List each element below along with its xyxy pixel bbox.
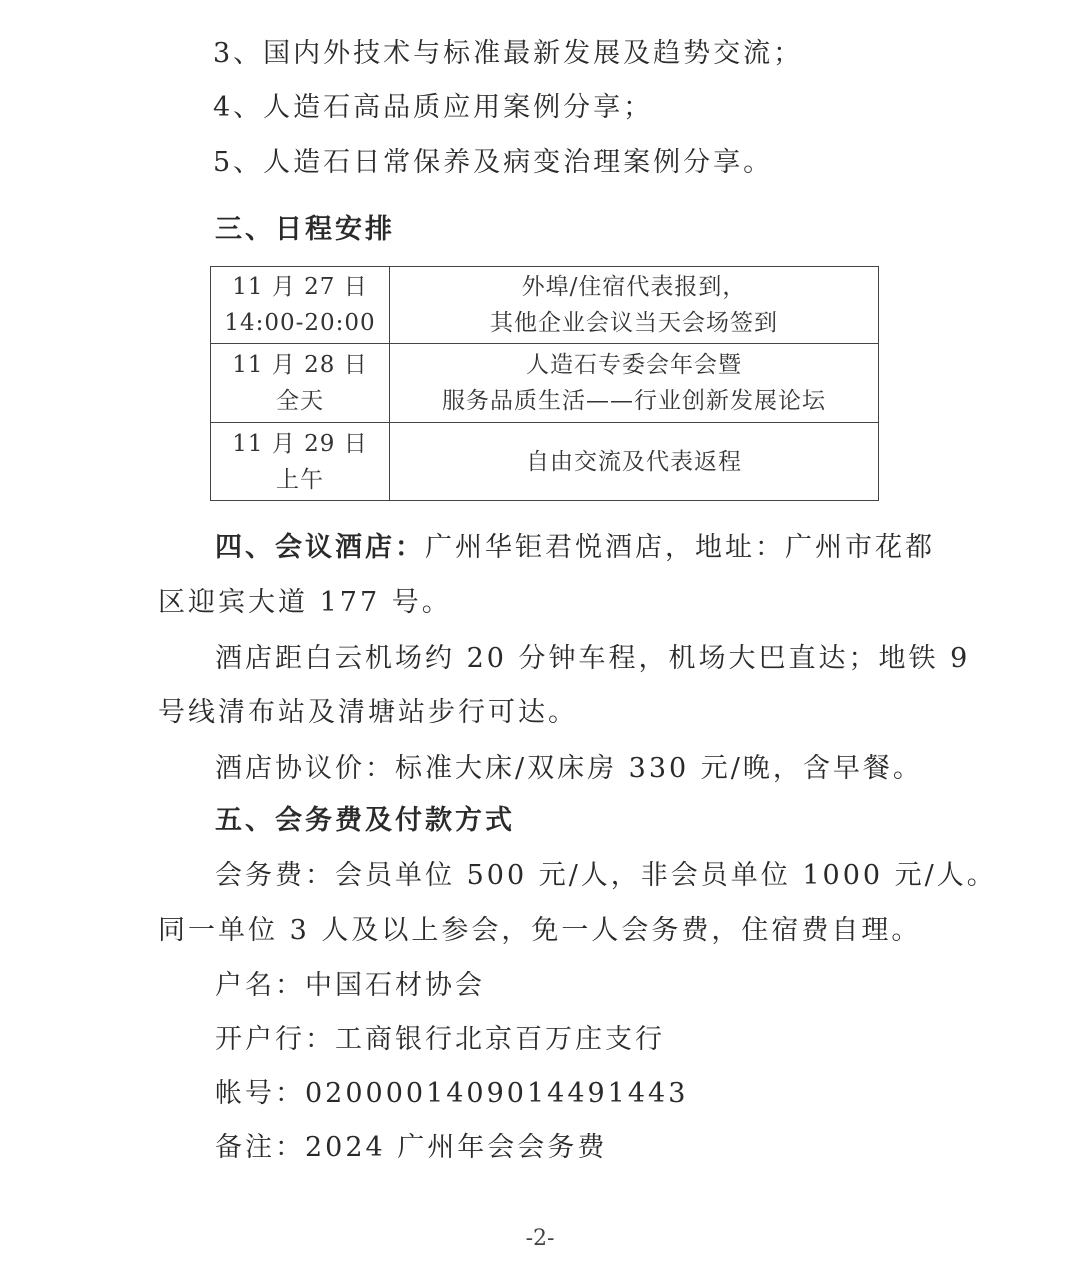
page-number: -2- <box>525 1226 555 1251</box>
fees-rates: 会务费：会员单位 500 元/人，非会员单位 1000 元/人。 <box>215 860 997 891</box>
payment-remark: 备注：2024 广州年会会务费 <box>215 1132 608 1163</box>
schedule-time: 14:00-20:00 <box>224 310 376 336</box>
account-name: 户名：中国石材协会 <box>215 970 485 1001</box>
hotel-name-address: 广州华钜君悦酒店，地址：广州市花都 <box>425 532 935 563</box>
schedule-event: 外埠/住宿代表报到， <box>521 274 747 300</box>
schedule-event: 服务品质生活——行业创新发展论坛 <box>442 388 826 414</box>
schedule-event-cell <box>390 344 879 423</box>
hotel-address-cont: 区迎宾大道 177 号。 <box>158 587 452 618</box>
schedule-heading: 三、日程安排 <box>215 214 395 245</box>
topic-item-5: 5、人造石日常保养及病变治理案例分享。 <box>213 147 774 178</box>
hotel-transport-cont: 号线清布站及清塘站步行可达。 <box>158 697 578 728</box>
schedule-event: 自由交流及代表返程 <box>526 448 742 475</box>
schedule-row <box>211 344 879 423</box>
schedule-event-cell <box>390 423 879 501</box>
hotel-price: 酒店协议价：标准大床/双床房 330 元/晚，含早餐。 <box>215 753 923 784</box>
hotel-line <box>215 530 935 566</box>
fees-discount: 同一单位 3 人及以上参会，免一人会务费，住宿费自理。 <box>158 915 922 946</box>
topic-item-3: 3、国内外技术与标准最新发展及趋势交流； <box>213 38 804 69</box>
schedule-time: 上午 <box>276 466 324 493</box>
hotel-transport: 酒店距白云机场约 20 分钟车程，机场大巴直达；地铁 9 <box>215 643 971 674</box>
account-number: 帐号：0200001409014491443 <box>215 1078 689 1109</box>
schedule-date-cell <box>211 344 390 423</box>
schedule-event: 其他企业会议当天会场签到 <box>490 310 778 336</box>
schedule-date-cell <box>211 267 390 344</box>
schedule-date: 11 月 29 日 <box>232 430 368 457</box>
schedule-row <box>211 423 879 501</box>
schedule-event: 人造石专委会年会暨 <box>526 352 742 378</box>
hotel-label: 四、会议酒店： <box>215 532 425 563</box>
schedule-time: 全天 <box>276 388 324 414</box>
schedule-table <box>210 266 879 501</box>
schedule-row <box>211 267 879 344</box>
schedule-date-cell <box>211 423 390 501</box>
bank-name: 开户行：工商银行北京百万庄支行 <box>215 1024 665 1055</box>
schedule-date: 11 月 28 日 <box>232 352 368 378</box>
topic-item-4: 4、人造石高品质应用案例分享； <box>213 92 654 123</box>
fees-heading: 五、会务费及付款方式 <box>215 805 515 836</box>
schedule-event-cell <box>390 267 879 344</box>
schedule-date: 11 月 27 日 <box>232 274 368 300</box>
